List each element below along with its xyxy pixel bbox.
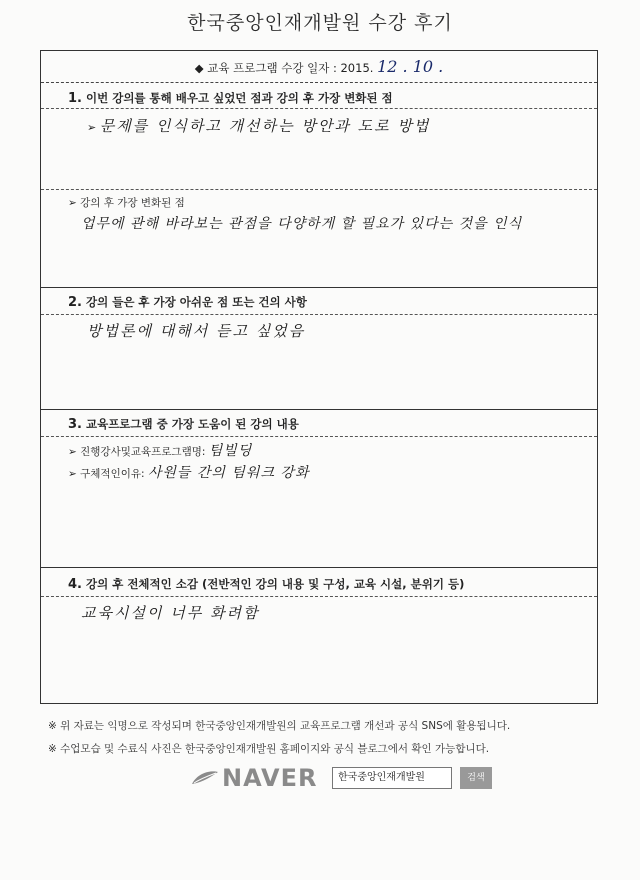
section-3-heading: 3. 교육프로그램 중 가장 도움이 된 강의 내용 bbox=[68, 417, 299, 432]
course-date-label: ◆ 교육 프로그램 수강 일자 : 2015. bbox=[194, 61, 374, 75]
section-3-divider bbox=[41, 436, 597, 437]
leaf-icon bbox=[190, 768, 220, 788]
naver-logo: NAVER bbox=[190, 764, 317, 792]
section-1-heading: 1. 이번 강의를 통해 배우고 싶었던 점과 강의 후 가장 변화된 점 bbox=[68, 91, 393, 106]
note-photos: ※ 수업모습 및 수료식 사진은 한국중앙인재개발원 홈페이지와 공식 블로그에서 확인 가능합니다. bbox=[48, 743, 490, 755]
review-form bbox=[40, 50, 598, 704]
section-1-sub-divider bbox=[41, 189, 597, 190]
section-3-item-1: ➢ 진행강사및교육프로그램명: 팀빌딩 bbox=[68, 443, 253, 459]
naver-search-banner bbox=[190, 764, 520, 792]
section-2-divider bbox=[41, 314, 597, 315]
section-3-item-2: ➢ 구체적인이유: 사원들 간의 팀워크 강화 bbox=[68, 465, 310, 481]
section-1-answer: ➢ 문제를 인식하고 개선하는 방안과 도로 방법 bbox=[87, 117, 431, 135]
section-2-answer: 방법론에 대해서 듣고 싶었음 bbox=[87, 322, 306, 340]
section-2 bbox=[41, 287, 597, 409]
section-4-divider bbox=[41, 596, 597, 597]
section-4-heading: 4. 강의 후 전체적인 소감 (전반적인 강의 내용 및 구성, 교육 시설, 분위기 등) bbox=[68, 577, 465, 592]
section-2-heading: 2. 강의 들은 후 가장 아쉬운 점 또는 건의 사항 bbox=[68, 295, 307, 310]
section-1-sub-answer: 업무에 관해 바라보는 관점을 다양하게 할 필요가 있다는 것을 인식 bbox=[81, 216, 523, 232]
naver-search-button[interactable]: 검색 bbox=[460, 767, 492, 789]
naver-search-input[interactable]: 한국중앙인재개발원 bbox=[332, 767, 452, 789]
section-3-item-1-answer: 팀빌딩 bbox=[208, 443, 253, 459]
section-1-divider bbox=[41, 108, 597, 109]
section-3-item-2-answer: 사원들 간의 팀워크 강화 bbox=[147, 465, 310, 481]
document-title: 한국중앙인재개발원 수강 후기 bbox=[187, 12, 453, 34]
course-date-row bbox=[41, 51, 597, 83]
section-3 bbox=[41, 409, 597, 567]
section-4-answer: 교육시설이 너무 화려함 bbox=[81, 604, 260, 622]
course-date-handwritten: 12 . 10 . bbox=[377, 57, 444, 76]
section-1-sub-heading: ➢ 강의 후 가장 변화된 점 bbox=[68, 197, 185, 209]
note-anonymous: ※ 위 자료는 익명으로 작성되며 한국중앙인재개발원의 교육프로그램 개선과 공식 SNS에 활용됩니다. bbox=[48, 720, 511, 732]
section-4 bbox=[41, 567, 597, 705]
